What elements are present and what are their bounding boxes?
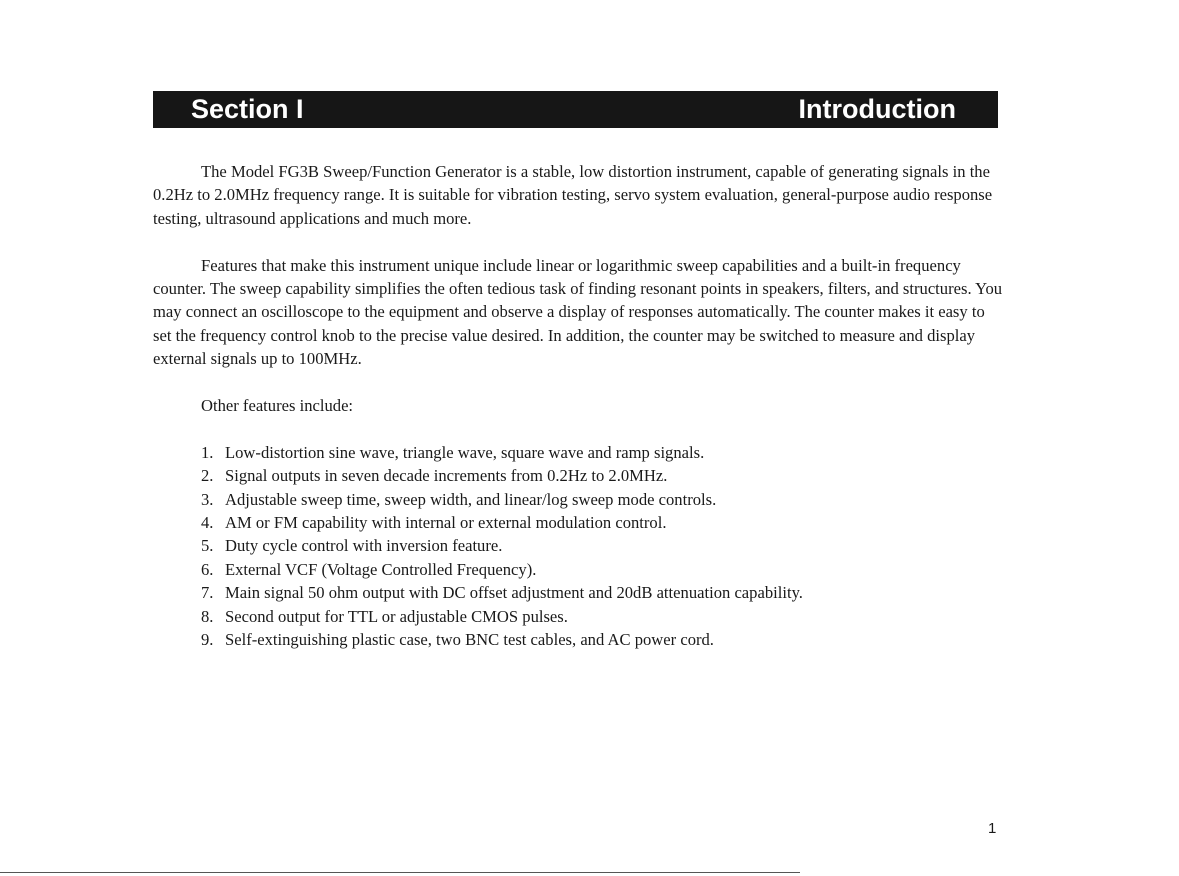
- list-item: [201, 534, 1003, 557]
- list-item: [201, 488, 1003, 511]
- list-item-number: 4.: [201, 513, 214, 533]
- list-item-text: External VCF (Voltage Controlled Frequency).: [225, 559, 537, 579]
- section-header-bar: [153, 91, 998, 128]
- features-paragraph: Features that make this instrument unique include linear or logarithmic sweep capabilities and a built-in frequency counter. The sweep capability simplifies the often tedious task of finding resonant points in speakers, filters, and structures. You may connect an oscilloscope to the equipment and observe a display of responses automatically. The counter makes it easy to set the frequency control knob to the precise value desired. In addition, the counter may be switched to measure and display external signals up to 100MHz.: [153, 255, 1003, 369]
- list-item: [201, 464, 1003, 487]
- bottom-divider: [0, 872, 800, 873]
- list-item-number: 7.: [201, 583, 214, 603]
- list-item-text: Duty cycle control with inversion feature.: [225, 536, 503, 556]
- list-item-number: 1.: [201, 442, 214, 462]
- feature-list: [153, 441, 1003, 652]
- list-item-number: 5.: [201, 536, 214, 556]
- list-item-number: 2.: [201, 466, 214, 486]
- list-item: [201, 558, 1003, 581]
- list-item: [201, 441, 1003, 464]
- list-item-text: Signal outputs in seven decade increments from 0.2Hz to 2.0MHz.: [225, 466, 668, 486]
- list-item: [201, 581, 1003, 604]
- list-item-text: Adjustable sweep time, sweep width, and linear/log sweep mode controls.: [225, 489, 717, 509]
- list-item-number: 9.: [201, 630, 214, 650]
- list-item: [201, 628, 1003, 651]
- list-item-number: 8.: [201, 606, 214, 626]
- document-body: [153, 160, 1003, 651]
- section-title: Introduction: [798, 94, 956, 124]
- section-label: Section I: [191, 94, 304, 124]
- list-item: [201, 511, 1003, 534]
- list-item-text: Low-distortion sine wave, triangle wave, square wave and ramp signals.: [225, 442, 705, 462]
- list-item-text: Self-extinguishing plastic case, two BNC test cables, and AC power cord.: [225, 630, 714, 650]
- intro-paragraph: The Model FG3B Sweep/Function Generator is a stable, low distortion instrument, capable of generating signals in the 0.2Hz to 2.0MHz frequency range. It is suitable for vibration testing, servo system evaluation, general-purpose audio response testing, ultrasound applications and much more.: [153, 162, 993, 228]
- list-item-text: AM or FM capability with internal or external modulation control.: [225, 513, 667, 533]
- list-intro: Other features include:: [201, 396, 354, 416]
- list-item-text: Main signal 50 ohm output with DC offset adjustment and 20dB attenuation capability.: [225, 583, 803, 603]
- list-item-number: 3.: [201, 489, 214, 509]
- page-number: 1: [988, 820, 997, 837]
- list-item-text: Second output for TTL or adjustable CMOS pulses.: [225, 606, 568, 626]
- list-item-number: 6.: [201, 559, 214, 579]
- list-item: [201, 605, 1003, 628]
